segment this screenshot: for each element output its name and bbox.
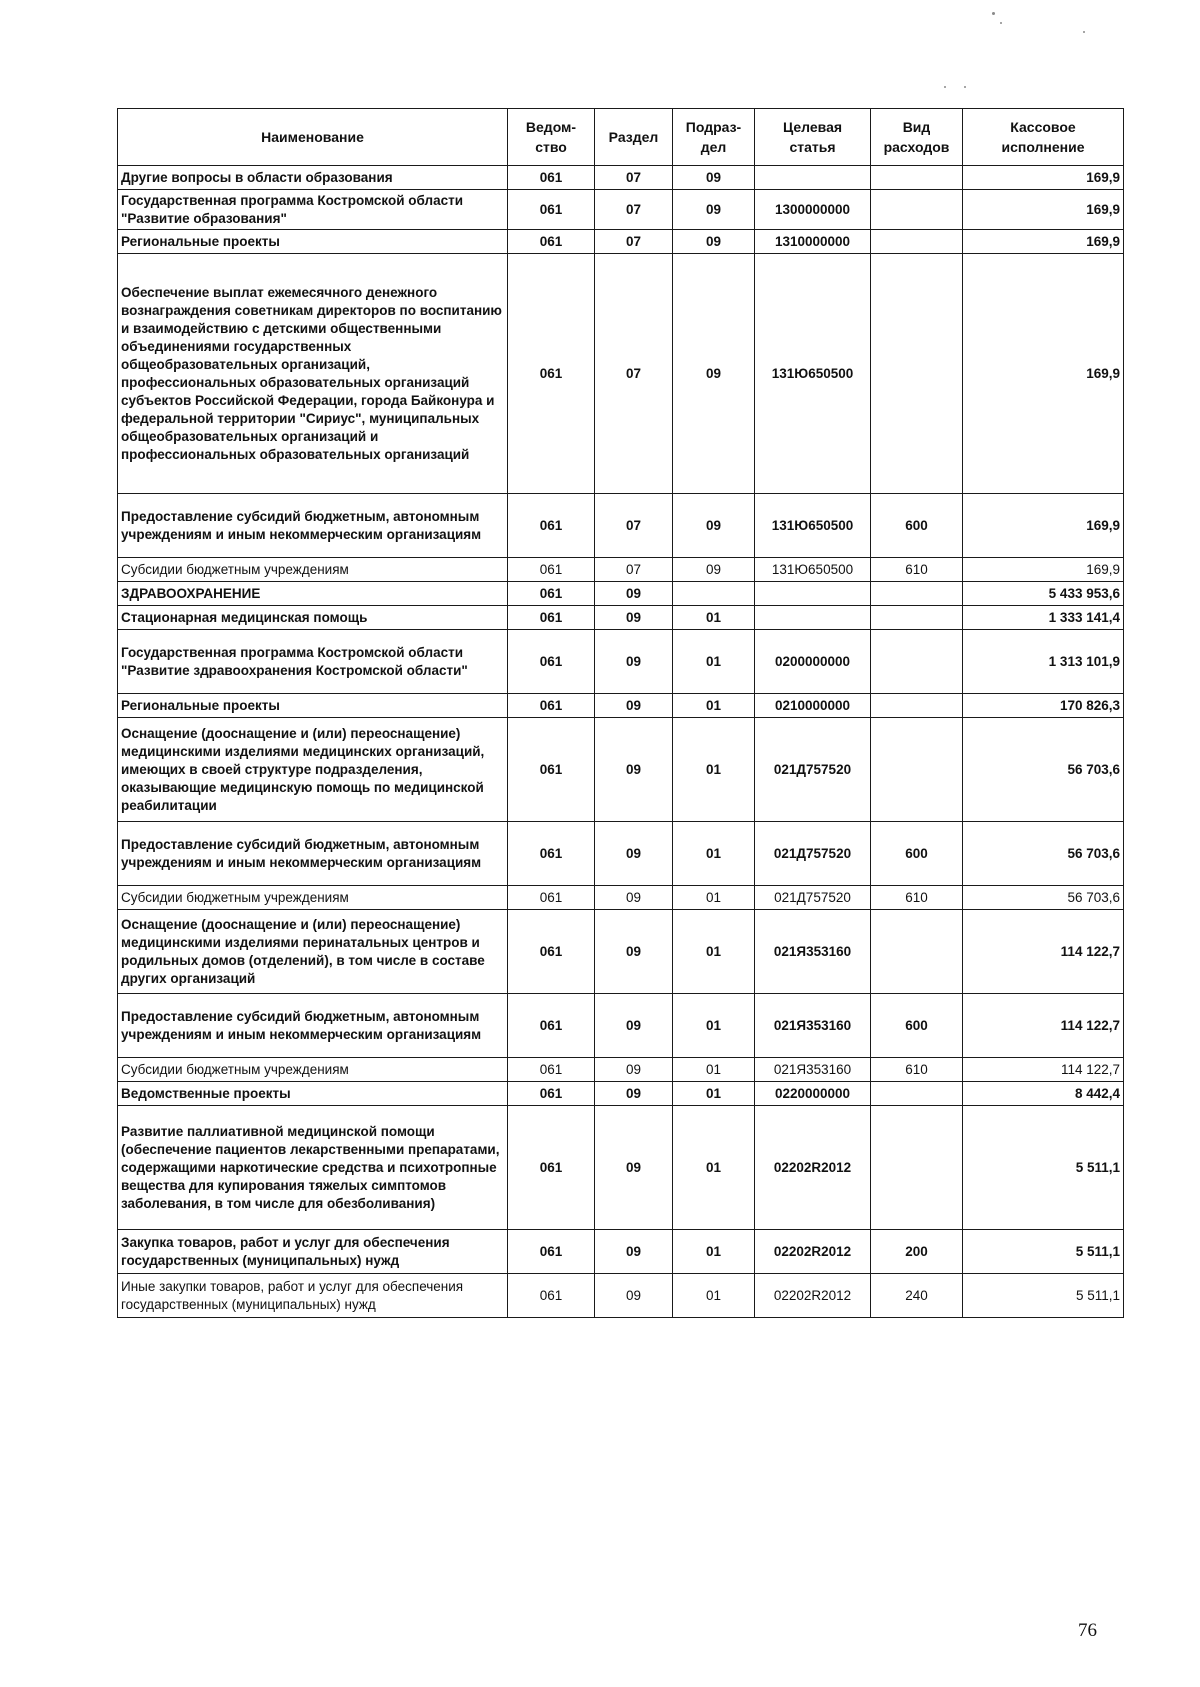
row-department: 061 [508, 718, 595, 822]
row-target-article: 021Д757520 [755, 886, 871, 910]
row-department: 061 [508, 606, 595, 630]
table-row [118, 1058, 1124, 1082]
table-row [118, 166, 1124, 190]
row-expense-type: 600 [871, 494, 963, 558]
row-cash-execution: 1 333 141,4 [963, 606, 1124, 630]
row-cash-execution: 56 703,6 [963, 718, 1124, 822]
table-row [118, 190, 1124, 230]
row-department: 061 [508, 1230, 595, 1274]
row-section: 09 [595, 1106, 673, 1230]
table-row [118, 494, 1124, 558]
row-expense-type: 610 [871, 886, 963, 910]
header-subsection: Подраз- дел [673, 109, 755, 166]
row-cash-execution: 169,9 [963, 166, 1124, 190]
row-name: Стационарная медицинская помощь [118, 606, 508, 630]
row-target-article: 021Д757520 [755, 822, 871, 886]
row-subsection: 09 [673, 558, 755, 582]
row-expense-type [871, 606, 963, 630]
row-name: Закупка товаров, работ и услуг для обеспечения государственных (муниципальных) нужд [118, 1230, 508, 1274]
row-section: 07 [595, 254, 673, 494]
page-number: 76 [1078, 1620, 1097, 1641]
row-department: 061 [508, 1082, 595, 1106]
row-subsection: 01 [673, 694, 755, 718]
row-section: 07 [595, 558, 673, 582]
row-subsection [673, 582, 755, 606]
row-section: 09 [595, 910, 673, 994]
row-department: 061 [508, 822, 595, 886]
row-cash-execution: 56 703,6 [963, 822, 1124, 886]
row-expense-type: 600 [871, 822, 963, 886]
table-body [118, 166, 1124, 1318]
row-department: 061 [508, 1058, 595, 1082]
row-name: Предоставление субсидий бюджетным, автономным учреждениям и иным некоммерческим организациям [118, 994, 508, 1058]
row-subsection: 01 [673, 994, 755, 1058]
row-subsection: 01 [673, 718, 755, 822]
row-cash-execution: 5 511,1 [963, 1274, 1124, 1318]
row-name: Обеспечение выплат ежемесячного денежного вознаграждения советникам директоров по воспитанию и взаимодействию с детскими общественными объединениями государственных общеобразовательных организаций, профессиональных образовательных организаций субъектов Российской Федерации, города Байконура и федеральной территории "Сириус", муниципальных общеобразовательных организаций и профессиональных образовательных организаций [118, 254, 508, 494]
header-cash-execution: Кассовое исполнение [963, 109, 1124, 166]
row-name: Государственная программа Костромской области "Развитие образования" [118, 190, 508, 230]
row-department: 061 [508, 558, 595, 582]
table-row [118, 1274, 1124, 1318]
row-name: Региональные проекты [118, 694, 508, 718]
table-row [118, 582, 1124, 606]
row-subsection: 01 [673, 1082, 755, 1106]
row-subsection: 09 [673, 254, 755, 494]
row-name: Региональные проекты [118, 230, 508, 254]
row-expense-type: 610 [871, 1058, 963, 1082]
row-expense-type [871, 718, 963, 822]
row-name: Оснащение (дооснащение и (или) переоснащение) медицинскими изделиями перинатальных центров и родильных домов (отделений), в том числе в составе других организаций [118, 910, 508, 994]
row-target-article: 131Ю650500 [755, 558, 871, 582]
row-expense-type [871, 910, 963, 994]
table-header-row [118, 109, 1124, 166]
scan-speck [992, 12, 995, 15]
row-target-article: 021Д757520 [755, 718, 871, 822]
row-department: 061 [508, 494, 595, 558]
row-name: Предоставление субсидий бюджетным, автономным учреждениям и иным некоммерческим организациям [118, 822, 508, 886]
row-department: 061 [508, 190, 595, 230]
row-cash-execution: 5 511,1 [963, 1230, 1124, 1274]
row-name: Ведомственные проекты [118, 1082, 508, 1106]
table-row [118, 1082, 1124, 1106]
row-name: Субсидии бюджетным учреждениям [118, 886, 508, 910]
row-expense-type [871, 694, 963, 718]
table-row [118, 1106, 1124, 1230]
row-target-article: 0220000000 [755, 1082, 871, 1106]
row-target-article: 02202R2012 [755, 1274, 871, 1318]
table-row [118, 254, 1124, 494]
row-subsection: 01 [673, 1230, 755, 1274]
header-department: Ведом- ство [508, 109, 595, 166]
row-expense-type [871, 582, 963, 606]
table-row [118, 822, 1124, 886]
row-department: 061 [508, 582, 595, 606]
row-subsection: 09 [673, 494, 755, 558]
row-expense-type [871, 1106, 963, 1230]
row-section: 07 [595, 190, 673, 230]
row-target-article: 0210000000 [755, 694, 871, 718]
row-department: 061 [508, 886, 595, 910]
row-subsection: 01 [673, 630, 755, 694]
row-subsection: 01 [673, 1274, 755, 1318]
row-expense-type [871, 190, 963, 230]
row-name: Другие вопросы в области образования [118, 166, 508, 190]
table-row [118, 1230, 1124, 1274]
row-target-article: 021Я353160 [755, 994, 871, 1058]
row-cash-execution: 1 313 101,9 [963, 630, 1124, 694]
row-expense-type [871, 630, 963, 694]
row-name: Субсидии бюджетным учреждениям [118, 1058, 508, 1082]
scan-speck [1083, 31, 1085, 33]
row-section: 09 [595, 718, 673, 822]
table-row [118, 910, 1124, 994]
table-row [118, 558, 1124, 582]
row-section: 09 [595, 630, 673, 694]
row-name: Субсидии бюджетным учреждениям [118, 558, 508, 582]
row-subsection: 09 [673, 190, 755, 230]
table-row [118, 606, 1124, 630]
row-cash-execution: 5 433 953,6 [963, 582, 1124, 606]
row-expense-type: 200 [871, 1230, 963, 1274]
table-row [118, 630, 1124, 694]
table-row [118, 718, 1124, 822]
row-section: 09 [595, 994, 673, 1058]
scan-speck [964, 86, 966, 88]
row-target-article: 021Я353160 [755, 1058, 871, 1082]
row-name: Предоставление субсидий бюджетным, автономным учреждениям и иным некоммерческим организациям [118, 494, 508, 558]
row-expense-type [871, 1082, 963, 1106]
row-subsection: 01 [673, 910, 755, 994]
table-row [118, 886, 1124, 910]
row-name: Государственная программа Костромской области "Развитие здравоохранения Костромской области" [118, 630, 508, 694]
table-row [118, 694, 1124, 718]
row-name: ЗДРАВООХРАНЕНИЕ [118, 582, 508, 606]
row-target-article [755, 166, 871, 190]
row-cash-execution: 169,9 [963, 230, 1124, 254]
row-expense-type: 610 [871, 558, 963, 582]
row-section: 09 [595, 1082, 673, 1106]
row-target-article: 131Ю650500 [755, 254, 871, 494]
row-department: 061 [508, 630, 595, 694]
row-cash-execution: 8 442,4 [963, 1082, 1124, 1106]
row-cash-execution: 169,9 [963, 494, 1124, 558]
row-cash-execution: 114 122,7 [963, 910, 1124, 994]
row-department: 061 [508, 1106, 595, 1230]
row-cash-execution: 170 826,3 [963, 694, 1124, 718]
row-section: 07 [595, 494, 673, 558]
row-target-article [755, 606, 871, 630]
row-target-article: 1310000000 [755, 230, 871, 254]
row-section: 09 [595, 886, 673, 910]
row-section: 09 [595, 822, 673, 886]
row-department: 061 [508, 1274, 595, 1318]
row-section: 07 [595, 166, 673, 190]
row-cash-execution: 169,9 [963, 190, 1124, 230]
row-department: 061 [508, 166, 595, 190]
row-expense-type: 600 [871, 994, 963, 1058]
row-expense-type: 240 [871, 1274, 963, 1318]
row-section: 09 [595, 606, 673, 630]
row-expense-type [871, 166, 963, 190]
row-department: 061 [508, 910, 595, 994]
row-target-article: 021Я353160 [755, 910, 871, 994]
row-expense-type [871, 230, 963, 254]
row-target-article: 1300000000 [755, 190, 871, 230]
row-name: Развитие паллиативной медицинской помощи (обеспечение пациентов лекарственными препаратами, содержащими наркотические средства и психотропные вещества для купирования тяжелых симптомов заболевания, в том числе для обезболивания) [118, 1106, 508, 1230]
header-target-article: Целевая статья [755, 109, 871, 166]
row-cash-execution: 56 703,6 [963, 886, 1124, 910]
row-department: 061 [508, 254, 595, 494]
row-expense-type [871, 254, 963, 494]
row-department: 061 [508, 230, 595, 254]
row-subsection: 01 [673, 606, 755, 630]
header-section: Раздел [595, 109, 673, 166]
row-section: 09 [595, 1274, 673, 1318]
row-target-article: 02202R2012 [755, 1106, 871, 1230]
row-section: 07 [595, 230, 673, 254]
row-section: 09 [595, 582, 673, 606]
row-target-article: 0200000000 [755, 630, 871, 694]
row-cash-execution: 114 122,7 [963, 994, 1124, 1058]
row-section: 09 [595, 1230, 673, 1274]
row-name: Иные закупки товаров, работ и услуг для обеспечения государственных (муниципальных) нужд [118, 1274, 508, 1318]
row-cash-execution: 169,9 [963, 254, 1124, 494]
row-section: 09 [595, 694, 673, 718]
scan-speck [944, 86, 946, 88]
row-department: 061 [508, 994, 595, 1058]
row-target-article: 02202R2012 [755, 1230, 871, 1274]
row-section: 09 [595, 1058, 673, 1082]
row-cash-execution: 169,9 [963, 558, 1124, 582]
row-target-article [755, 582, 871, 606]
table-row [118, 230, 1124, 254]
row-subsection: 01 [673, 822, 755, 886]
row-subsection: 09 [673, 230, 755, 254]
scan-speck [1000, 22, 1002, 24]
row-cash-execution: 5 511,1 [963, 1106, 1124, 1230]
row-target-article: 131Ю650500 [755, 494, 871, 558]
row-department: 061 [508, 694, 595, 718]
table-row [118, 994, 1124, 1058]
row-name: Оснащение (дооснащение и (или) переоснащение) медицинскими изделиями медицинских организаций, имеющих в своей структуре подразделения, оказывающие медицинскую помощь по медицинской реабилитации [118, 718, 508, 822]
row-subsection: 01 [673, 1058, 755, 1082]
row-cash-execution: 114 122,7 [963, 1058, 1124, 1082]
row-subsection: 09 [673, 166, 755, 190]
header-expense-type: Вид расходов [871, 109, 963, 166]
row-subsection: 01 [673, 1106, 755, 1230]
budget-execution-table [117, 108, 1124, 1318]
header-name: Наименование [118, 109, 508, 166]
row-subsection: 01 [673, 886, 755, 910]
